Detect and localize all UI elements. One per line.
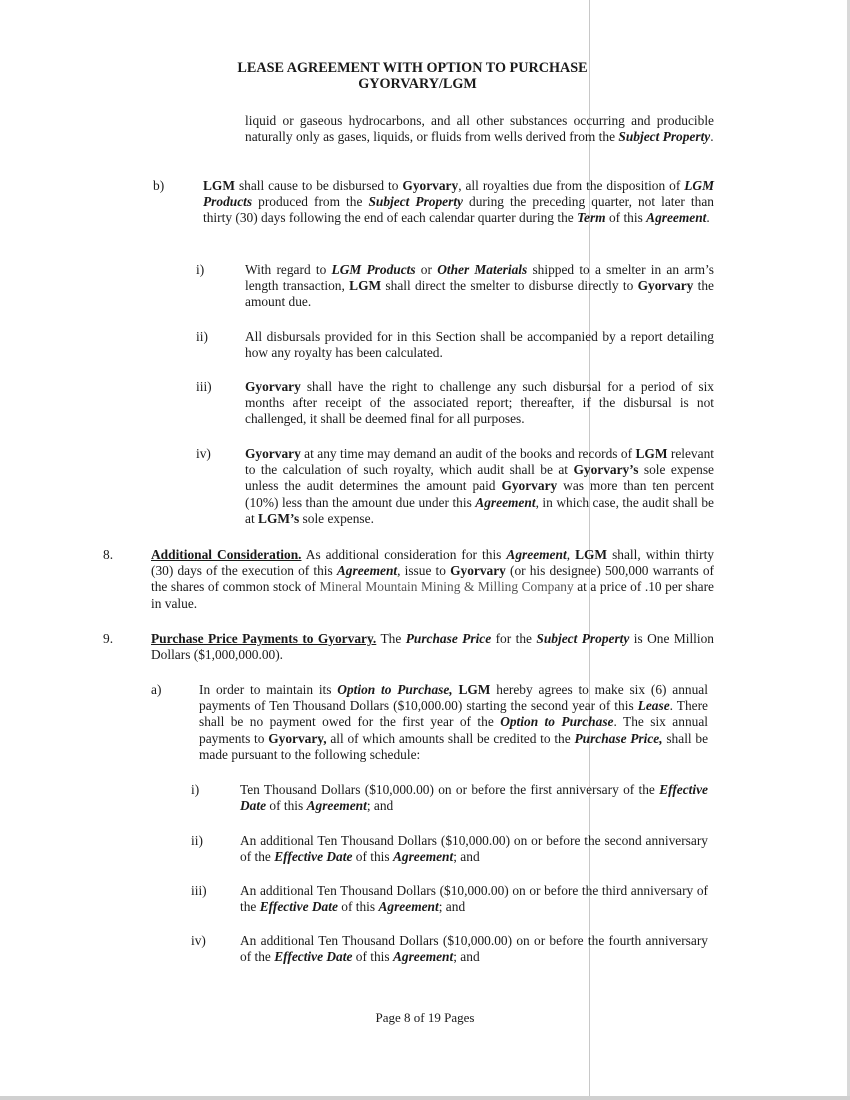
sub-item-text: All disbursals provided for in this Section shall be accompanied by a report detailing how any royalty has been calculated.	[245, 329, 714, 361]
section-b-text: , all royalties due from the disposition of	[458, 178, 685, 193]
defined-term: Effective Date	[274, 949, 353, 965]
schedule-marker: iii)	[191, 883, 207, 898]
party-gyorvary: Gyorvary	[501, 478, 558, 494]
section-9-text: for the	[491, 631, 537, 646]
sub-item-text: relevant to the calculation of such royalty, which audit shall be at	[245, 446, 714, 478]
sub-item-paragraph	[245, 446, 714, 527]
sub-item-text: shipped to a smelter in an arm’s length transaction,	[245, 262, 714, 294]
party-lgm: LGM	[575, 547, 608, 562]
company-name: Mineral Mountain Mining & Milling Company	[319, 579, 574, 595]
defined-term: LGM Products	[203, 178, 714, 210]
schedule-text: ; and	[453, 849, 480, 865]
section-9a-text: In order to maintain its	[199, 682, 338, 697]
defined-term: Agreement	[646, 210, 707, 226]
defined-term: Effective Date	[274, 849, 353, 865]
section-b-paragraph	[203, 178, 714, 227]
section-b-text: .	[706, 210, 710, 226]
section-9a-marker: a)	[151, 682, 162, 697]
page-footer: Page 8 of 19 Pages	[375, 1010, 475, 1025]
party-lgm: LGM	[349, 278, 382, 294]
defined-term: Agreement	[475, 494, 536, 510]
defined-term: Agreement	[306, 798, 367, 814]
party-gyorvary: Gyorvary’s	[573, 462, 639, 478]
schedule-text: of this	[266, 798, 307, 814]
schedule-marker: ii)	[191, 833, 203, 848]
party-lgm: LGM	[635, 446, 668, 461]
party-gyorvary: Gyorvary	[450, 563, 506, 579]
sub-item-paragraph	[245, 379, 714, 428]
schedule-item	[240, 833, 708, 865]
sub-item-text: , in which case, the audit shall be at	[245, 494, 714, 526]
defined-term: Subject Property	[368, 194, 463, 210]
sub-item-text: shall have the right to challenge any such disbursal for a period of six months after receipt of the associated report; thereafter, if the disbursal is not challenged, it shall be deemed final for all purposes.	[245, 379, 714, 427]
schedule-text: ; and	[366, 798, 394, 814]
party-lgm: LGM’s	[258, 510, 300, 526]
party-gyorvary: Gyorvary,	[268, 730, 327, 746]
schedule-marker: i)	[191, 782, 200, 797]
schedule-item	[240, 933, 708, 965]
sub-item-text: With regard to	[245, 262, 332, 277]
sub-item-text: shall direct the smelter to disburse directly to	[381, 278, 638, 294]
section-b-text: shall cause to be disbursed to	[235, 178, 403, 193]
section-b-text: produced from the	[252, 194, 369, 210]
schedule-text: An additional Ten Thousand Dollars ($10,000.00) on or before the fourth anniversary of the	[240, 933, 708, 965]
sub-item-marker: i)	[196, 262, 205, 277]
sub-item-text: sole expense unless the audit determines the amount paid	[245, 462, 714, 494]
section-9a-text: shall be made pursuant to the following schedule:	[199, 730, 709, 762]
section-9a-text: . The six annual payments to	[199, 714, 708, 746]
schedule-text: An additional Ten Thousand Dollars ($10,000.00) on or before the second anniversary of the	[240, 833, 708, 865]
section-8-text: (or his designee) 500,000 warrants of the shares of common stock of	[151, 563, 714, 595]
section-8-heading: Additional Consideration.	[151, 547, 302, 562]
party-gyorvary: Gyorvary	[637, 278, 694, 294]
party-gyorvary: Gyorvary	[245, 379, 301, 394]
scan-edge-bottom	[0, 1096, 850, 1100]
schedule-text: An additional Ten Thousand Dollars ($10,000.00) on or before the third anniversary of the	[240, 883, 708, 915]
schedule-marker: iv)	[191, 933, 206, 948]
schedule-item	[240, 782, 708, 814]
section-8-text: shall, within thirty (30) days of the execution of this	[151, 547, 714, 579]
defined-term: Option to Purchase,	[337, 682, 453, 697]
party-lgm: LGM	[203, 178, 235, 193]
sub-item-text: was more than ten percent (10%) less than the amount due under this	[245, 478, 715, 510]
defined-term: Agreement	[392, 949, 454, 965]
section-8-text: , issue to	[397, 563, 451, 579]
section-9-paragraph	[151, 631, 714, 663]
section-b-text: during the preceding quarter, not later than thirty (30) days following the end of each calendar quarter during the	[203, 194, 714, 226]
schedule-text: Ten Thousand Dollars ($10,000.00) on or before the first anniversary of the	[240, 782, 660, 797]
section-b-marker: b)	[153, 178, 165, 193]
defined-term: Agreement	[336, 563, 398, 579]
sub-item-paragraph	[245, 262, 714, 311]
continuation-text: liquid or gaseous hydrocarbons, and all other substances occurring and producible naturally only as gases, liquids, or fluids from wells derived from the	[245, 113, 714, 145]
party-lgm: LGM	[458, 682, 491, 697]
schedule-text: ; and	[438, 899, 466, 915]
section-9-number: 9.	[103, 631, 114, 646]
section-8-text: at a price of .10 per share in value.	[151, 579, 714, 611]
defined-term: LGM Products	[331, 262, 416, 277]
section-8-text: As additional consideration for this	[301, 547, 507, 562]
section-8-paragraph	[151, 547, 714, 612]
defined-term: Subject Property	[618, 129, 711, 145]
section-9a-text: hereby agrees to make six (6) annual payments of Ten Thousand Dollars ($10,000.00) starting the second year of this	[199, 682, 708, 714]
schedule-text: of this	[352, 849, 393, 865]
section-9a-text: all of which amounts shall be credited to the	[326, 730, 575, 746]
defined-term: Purchase Price	[405, 631, 492, 646]
sub-item-paragraph	[245, 329, 714, 361]
schedule-text: of this	[352, 949, 393, 965]
defined-term: Subject Property	[536, 631, 630, 646]
defined-term: Purchase Price,	[574, 730, 663, 746]
sub-item-text: the amount due.	[245, 278, 714, 310]
schedule-text: of this	[337, 899, 379, 915]
section-9-text: The	[376, 631, 406, 646]
defined-term: Agreement	[392, 849, 454, 865]
continuation-text-end: .	[710, 129, 714, 145]
schedule-item	[240, 883, 708, 915]
document-subtitle: GYORVARY/LGM	[358, 76, 477, 92]
sub-item-marker: iv)	[196, 446, 211, 461]
section-8-text: ,	[566, 547, 576, 562]
sub-item-text: or	[415, 262, 438, 277]
defined-term: Agreement	[506, 547, 567, 562]
section-9a-text: . There shall be no payment owed for the first year of the	[199, 698, 708, 730]
defined-term: Agreement	[378, 899, 439, 915]
section-9-heading: Purchase Price Payments to Gyorvary.	[151, 631, 377, 646]
party-gyorvary: Gyorvary	[245, 446, 301, 461]
section-8-number: 8.	[103, 547, 114, 562]
document-title: LEASE AGREEMENT WITH OPTION TO PURCHASE	[237, 60, 588, 76]
defined-term: Other Materials	[437, 262, 528, 277]
defined-term: Option to Purchase	[500, 714, 614, 730]
sub-item-text: at any time may demand an audit of the books and records of	[300, 446, 636, 461]
continuation-paragraph	[245, 113, 714, 145]
defined-term: Effective Date	[240, 782, 708, 814]
party-gyorvary: Gyorvary	[402, 178, 459, 193]
sub-item-marker: iii)	[196, 379, 212, 394]
schedule-text: ; and	[453, 949, 480, 965]
defined-term: Term	[577, 210, 606, 226]
defined-term: Effective Date	[259, 899, 338, 915]
section-9-text: is One Million Dollars ($1,000,000.00).	[151, 631, 714, 663]
sub-item-text: sole expense.	[299, 510, 374, 526]
sub-item-marker: ii)	[196, 329, 208, 344]
section-b-text: of this	[605, 210, 647, 226]
section-9a-paragraph	[199, 682, 708, 763]
document-header	[0, 60, 850, 92]
defined-term: Lease	[637, 698, 670, 714]
